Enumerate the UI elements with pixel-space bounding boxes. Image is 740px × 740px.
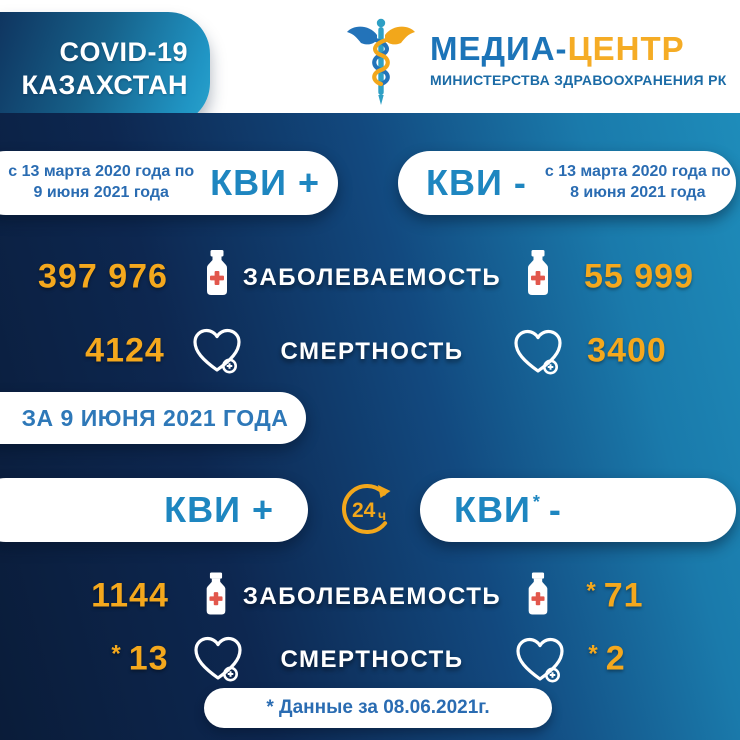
- heart-stethoscope-icon: [191, 635, 245, 683]
- medicine-bottle-icon: [202, 572, 230, 616]
- logo-title-media: МЕДИА-: [430, 30, 568, 67]
- kvi-minus-daily-dash: -: [548, 489, 562, 530]
- banner-line-covid: COVID-19: [59, 36, 188, 67]
- clock-24-label: 24: [352, 499, 376, 522]
- incidence-total-kvi-plus-value: 397 976: [38, 257, 168, 296]
- kvi-minus-period-line1: с 13 марта 2020 года по: [544, 163, 731, 181]
- kvi-minus-period-line2: 8 июня 2021 года: [570, 184, 706, 201]
- mortality-daily-label: СМЕРТНОСТЬ: [280, 646, 464, 673]
- mortality-daily-kvi-minus-number: 2: [605, 639, 626, 678]
- kvi-plus-heading: КВИ +: [210, 162, 320, 203]
- mortality-daily-kvi-plus-number: 13: [128, 639, 169, 678]
- kvi-minus-daily-asterisk: *: [532, 492, 541, 512]
- medicine-bottle-icon: [202, 250, 232, 296]
- daily-date-pill: [0, 392, 306, 444]
- mortality-total-label: СМЕРТНОСТЬ: [280, 338, 464, 365]
- kvi-minus-daily-pill: [420, 478, 736, 542]
- clock-hour-unit: ч: [378, 507, 387, 523]
- mortality-daily-kvi-plus-asterisk: *: [111, 640, 122, 668]
- footnote-label: * Данные за 08.06.2021г.: [266, 697, 490, 718]
- mortality-daily-kvi-minus-value: [588, 640, 625, 679]
- incidence-daily-kvi-plus-value: 1144: [91, 576, 169, 615]
- incidence-daily-kvi-minus-value: [586, 577, 643, 616]
- media-center-logo-text: [430, 30, 727, 88]
- mortality-total-kvi-minus-value: 3400: [587, 331, 667, 370]
- kvi-plus-daily-heading: КВИ +: [164, 489, 274, 530]
- caduceus-icon: [344, 15, 418, 112]
- heart-stethoscope-icon: [513, 636, 567, 684]
- kvi-minus-period: [545, 162, 731, 204]
- 24h-clock-icon: [338, 480, 396, 538]
- kvi-minus-daily-heading: [454, 489, 562, 531]
- incidence-daily-kvi-minus-number: 71: [603, 576, 644, 615]
- kvi-plus-cumulative-pill: [0, 151, 338, 215]
- footnote-pill: [204, 688, 552, 728]
- medicine-bottle-icon: [523, 250, 553, 296]
- mortality-daily-kvi-minus-asterisk: *: [588, 640, 599, 668]
- kvi-minus-daily-base: КВИ: [454, 489, 531, 530]
- incidence-total-label: ЗАБОЛЕВАЕМОСТЬ: [242, 264, 502, 291]
- incidence-total-kvi-minus-value: 55 999: [584, 257, 694, 296]
- kvi-plus-period-line2: 9 июня 2021 года: [33, 184, 169, 201]
- logo-subtitle: МИНИСТЕРСТВА ЗДРАВООХРАНЕНИЯ РК: [430, 72, 727, 88]
- kvi-minus-heading: КВИ -: [426, 162, 527, 203]
- incidence-daily-label: ЗАБОЛЕВАЕМОСТЬ: [242, 583, 502, 610]
- kvi-plus-period-line1: с 13 марта 2020 года по: [8, 163, 195, 181]
- incidence-daily-kvi-minus-asterisk: *: [586, 577, 597, 605]
- logo-title-center: ЦЕНТР: [567, 30, 685, 67]
- kvi-plus-period: [8, 162, 194, 204]
- covid-kazakhstan-banner: [0, 12, 210, 125]
- banner-line-kazakhstan: КАЗАХСТАН: [21, 69, 188, 100]
- logo-title: [430, 30, 727, 68]
- kvi-minus-cumulative-pill: [398, 151, 736, 215]
- daily-date-label: ЗА 9 ИЮНЯ 2021 ГОДА: [21, 404, 289, 431]
- medicine-bottle-icon: [524, 572, 552, 616]
- heart-stethoscope-icon: [190, 327, 244, 375]
- kvi-plus-daily-pill: [0, 478, 308, 542]
- heart-stethoscope-icon: [511, 328, 565, 376]
- mortality-daily-kvi-plus-value: [111, 640, 168, 679]
- mortality-total-kvi-plus-value: 4124: [85, 331, 165, 370]
